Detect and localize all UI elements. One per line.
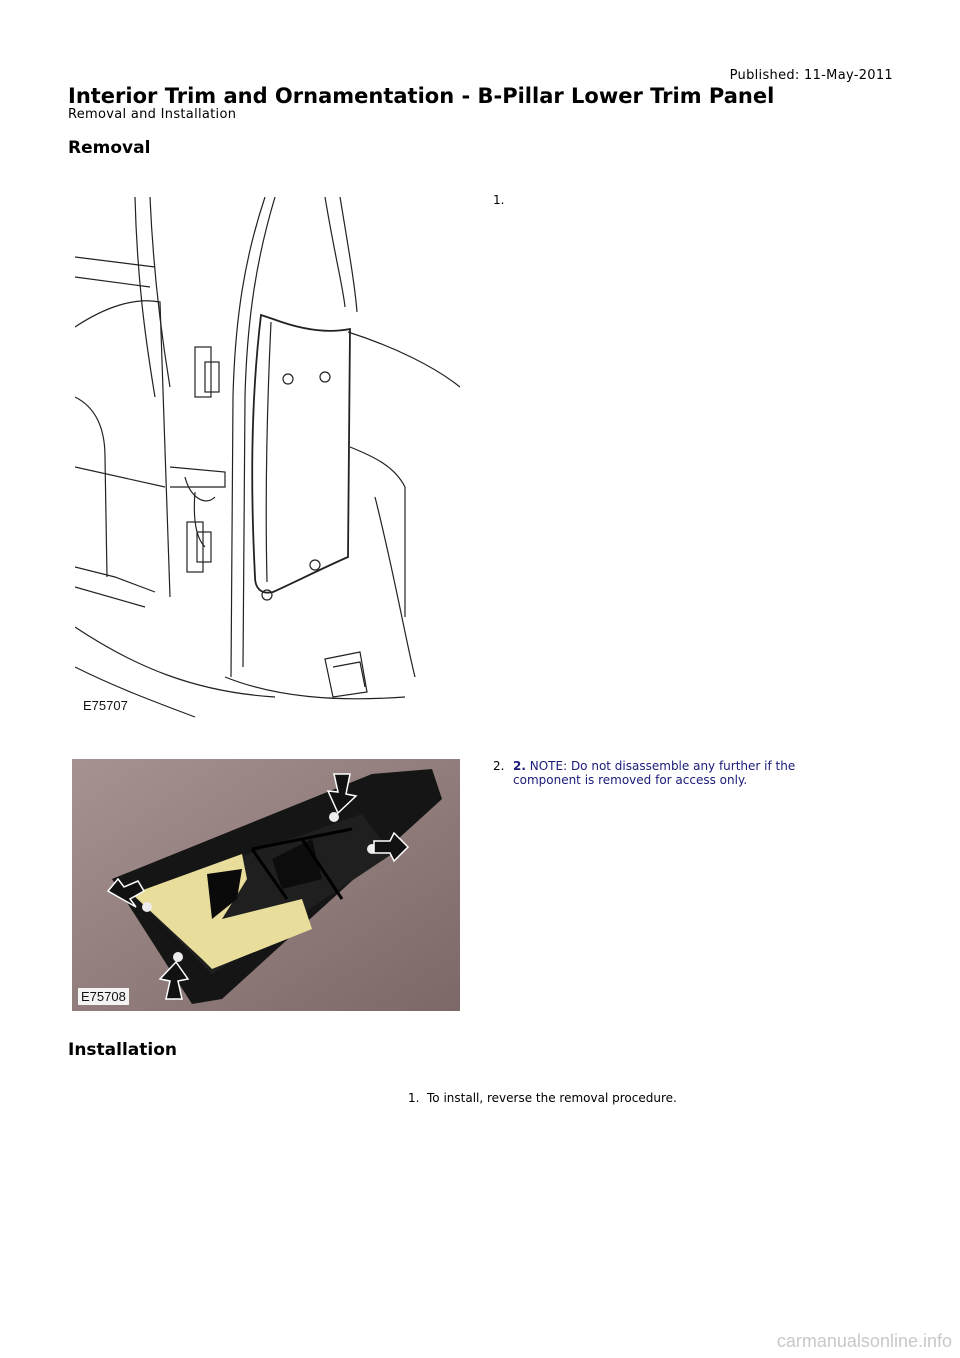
step-note: NOTE: Do not disassemble any further if the component is removed for access only.	[513, 759, 796, 787]
step-ref: 2.	[513, 759, 526, 773]
installation-heading: Installation	[68, 1040, 178, 1060]
installation-step-1-number: 1.	[408, 1091, 420, 1105]
figure-e75707	[75, 197, 460, 719]
installation-step-1-text: To install, reverse the removal procedure.	[427, 1091, 677, 1105]
trim-panel-photo	[72, 759, 460, 1011]
published-date: Published: 11-May-2011	[729, 68, 893, 83]
footer-watermark: carmanualsonline.info	[776, 1331, 952, 1351]
b-pillar-line-drawing	[75, 197, 460, 719]
figure-label: E75707	[83, 698, 128, 713]
removal-step-2-text	[513, 759, 843, 787]
removal-heading: Removal	[68, 138, 151, 158]
figure-e75708	[72, 759, 460, 1011]
figure-label: E75708	[78, 988, 129, 1005]
removal-step-2-number: 2.	[493, 759, 505, 773]
page-title: Interior Trim and Ornamentation - B-Pillar Lower Trim Panel	[68, 84, 775, 108]
removal-step-1-number: 1.	[493, 193, 505, 207]
page-subtitle: Removal and Installation	[68, 107, 237, 122]
